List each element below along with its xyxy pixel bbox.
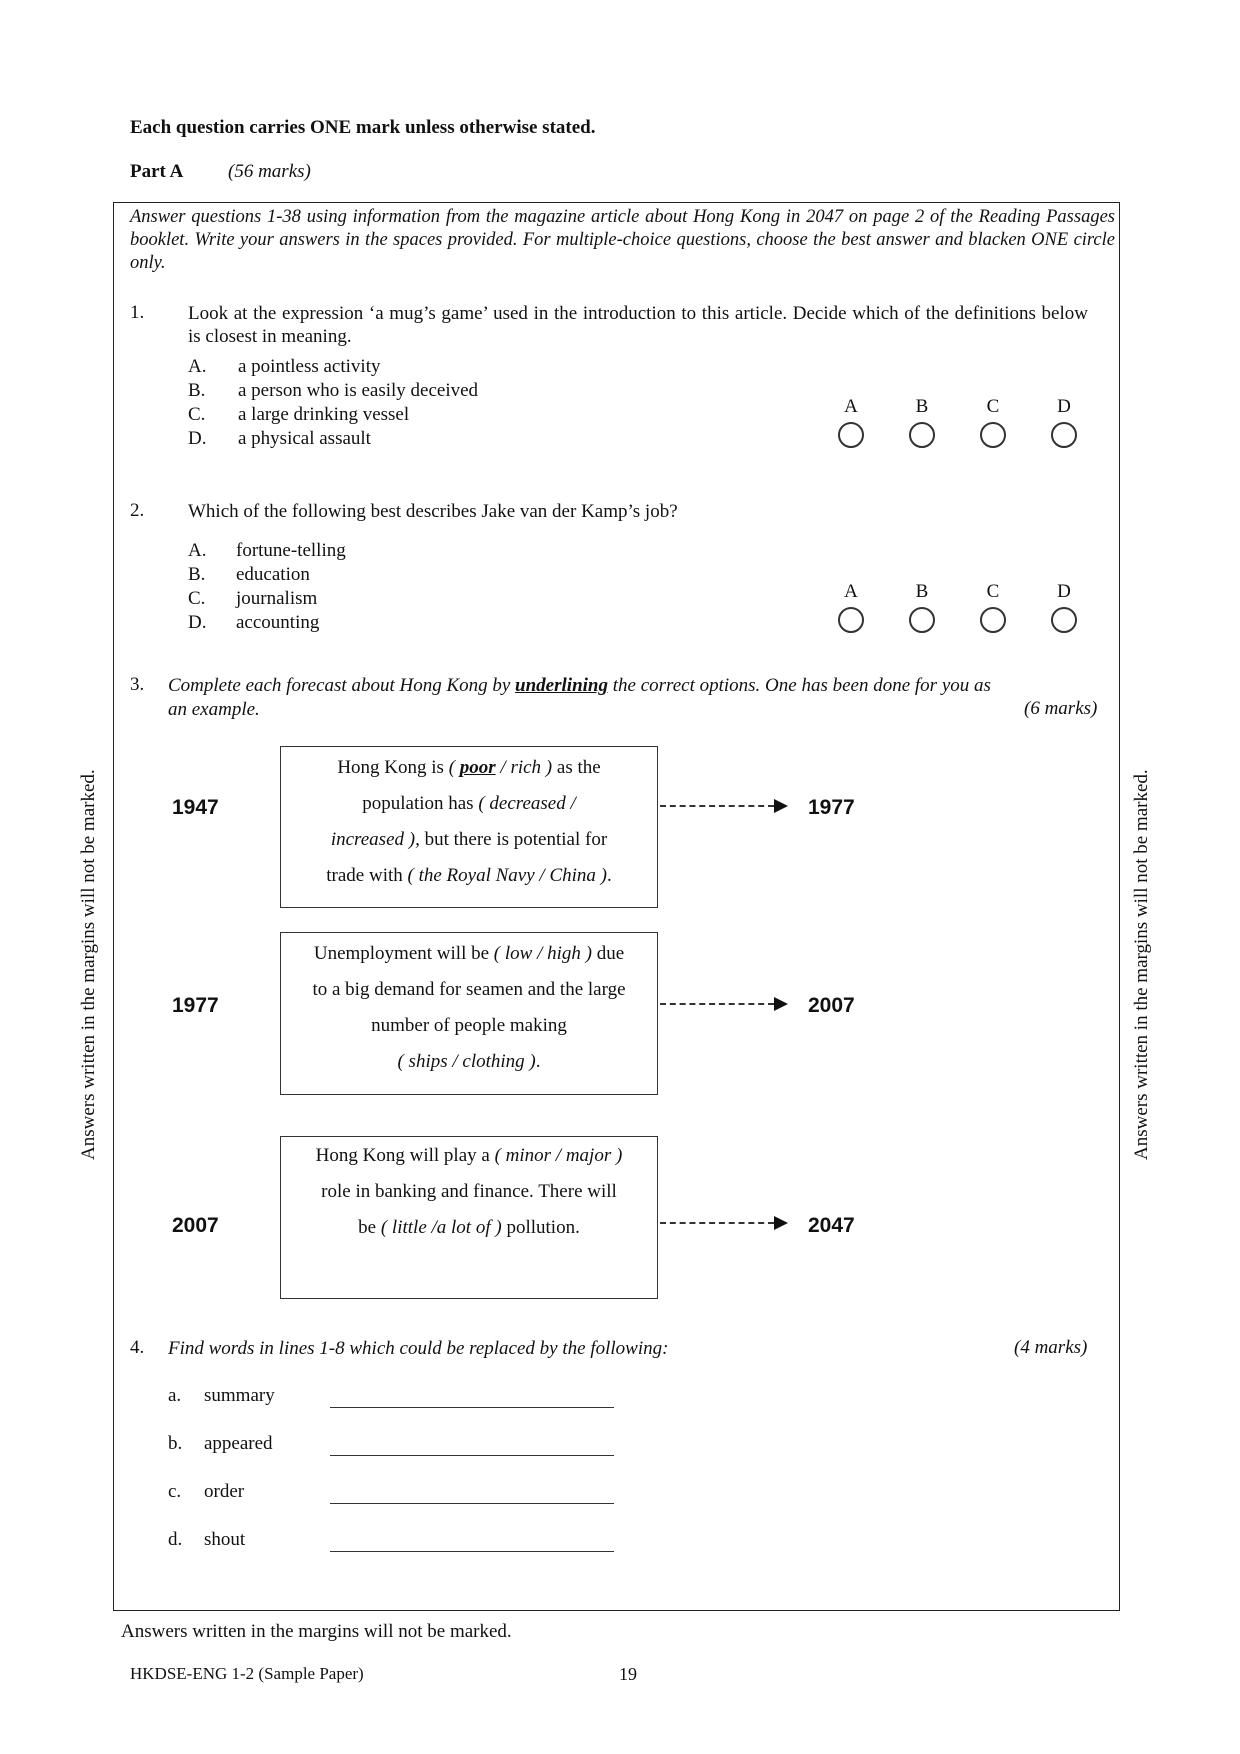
q1-option-text: a person who is easily deceived xyxy=(238,380,479,401)
forecast3-box: Hong Kong will play a ( minor / major ) role in banking and finance. There will be ( little /a lot of ) pollution. xyxy=(280,1136,658,1299)
q2-option-letter: C. xyxy=(188,588,206,609)
q1-option-letter: B. xyxy=(188,380,206,401)
forecast2-to-year: 2007 xyxy=(808,994,855,1017)
q4-answer-line-a[interactable] xyxy=(330,1407,614,1408)
q2-bubble-label-a: A xyxy=(844,581,858,602)
q2-option-text: journalism xyxy=(236,588,318,609)
q2-option-letter: B. xyxy=(188,564,206,585)
q2-answer-bubble-a[interactable] xyxy=(838,607,864,633)
q4-marks: (4 marks) xyxy=(1014,1337,1088,1358)
forecast3-from-year: 2007 xyxy=(172,1214,219,1237)
q4-number: 4. xyxy=(130,1337,145,1358)
forecast1-box: Hong Kong is ( poor / rich ) as the population has ( decreased / increased ), but there is potential for trade with ( the Royal Navy / China ). xyxy=(280,746,658,908)
q4-item-word: appeared xyxy=(204,1433,273,1454)
example-underlined-answer: poor xyxy=(459,757,496,778)
q2-answer-bubble-c[interactable] xyxy=(980,607,1006,633)
forecast1-option2-cont[interactable]: increased ), xyxy=(330,829,420,850)
q2-text: Which of the following best describes Jake van der Kamp’s job? xyxy=(188,501,678,522)
q4-answer-line-b[interactable] xyxy=(330,1455,614,1456)
q1-answer-bubble-c[interactable] xyxy=(980,422,1006,448)
q1-option-letter: D. xyxy=(188,428,207,449)
q4-item-word: summary xyxy=(204,1385,275,1406)
forecast2-option2[interactable]: ( ships / clothing ) xyxy=(397,1051,536,1072)
q4-item-letter: c. xyxy=(168,1481,182,1502)
q1-bubble-label-c: C xyxy=(986,396,1000,417)
forecast1-from-year: 1947 xyxy=(172,796,219,819)
q1-option-letter: C. xyxy=(188,404,206,425)
q2-answer-bubble-d[interactable] xyxy=(1051,607,1077,633)
forecast1-to-year: 1977 xyxy=(808,796,855,819)
right-margin-note: Answers written in the margins will not be marked. xyxy=(1131,769,1152,1160)
q2-bubble-label-c: C xyxy=(986,581,1000,602)
q1-option-text: a large drinking vessel xyxy=(238,404,410,425)
q4-item-word: order xyxy=(204,1481,245,1502)
forecast2-arrowhead xyxy=(774,997,788,1011)
q3-number: 3. xyxy=(130,674,145,695)
q1-number: 1. xyxy=(130,302,145,323)
q4-answer-line-c[interactable] xyxy=(330,1503,614,1504)
forecast1-option2[interactable]: ( decreased / xyxy=(478,793,576,814)
q4-item-letter: b. xyxy=(168,1433,183,1454)
q1-option-text: a physical assault xyxy=(238,428,371,449)
forecast1-arrow-line xyxy=(660,805,774,807)
q3-text: Complete each forecast about Hong Kong by underlining the correct options. One has been done for you as xyxy=(168,675,991,696)
general-instruction: Each question carries ONE mark unless otherwise stated. xyxy=(130,117,596,138)
q2-option-text: education xyxy=(236,564,310,585)
section-instructions: Answer questions 1-38 using information from the magazine article about Hong Kong in 2047 on page 2 of the Reading Passages booklet. Write your answers in the spaces provided. For multiple-choice questions, choose the best answer and blacken ONE circle only. xyxy=(130,207,1115,273)
q2-bubble-label-d: D xyxy=(1057,581,1071,602)
q2-option-letter: D. xyxy=(188,612,207,633)
q4-item-letter: a. xyxy=(168,1385,182,1406)
q4-answer-line-d[interactable] xyxy=(330,1551,614,1552)
q1-answer-bubble-a[interactable] xyxy=(838,422,864,448)
q1-option-text: a pointless activity xyxy=(238,356,381,377)
forecast3-arrow-line xyxy=(660,1222,774,1224)
q3-text-line2: an example. xyxy=(168,699,260,720)
forecast2-option1[interactable]: ( low / high ) xyxy=(493,943,592,964)
forecast3-to-year: 2047 xyxy=(808,1214,855,1237)
q1-option-letter: A. xyxy=(188,356,207,377)
forecast3-option2[interactable]: ( little /a lot of ) xyxy=(380,1217,502,1238)
q4-item-letter: d. xyxy=(168,1529,183,1550)
forecast2-arrow-line xyxy=(660,1003,774,1005)
forecast1-option3[interactable]: ( the Royal Navy / China ) xyxy=(407,865,607,886)
forecast3-arrowhead xyxy=(774,1216,788,1230)
q1-answer-bubble-d[interactable] xyxy=(1051,422,1077,448)
paper-code: HKDSE-ENG 1-2 (Sample Paper) xyxy=(130,1664,364,1683)
q2-option-text: accounting xyxy=(236,612,320,633)
forecast1-option1[interactable]: ( poor / rich ) xyxy=(448,757,553,778)
q3-emphasis: underlining xyxy=(515,675,608,696)
q4-item-word: shout xyxy=(204,1529,246,1550)
left-margin-note: Answers written in the margins will not be marked. xyxy=(78,769,99,1160)
forecast2-box: Unemployment will be ( low / high ) due to a big demand for seamen and the large number of people making ( ships / clothing ). xyxy=(280,932,658,1095)
forecast3-option1[interactable]: ( minor / major ) xyxy=(494,1145,623,1166)
q2-answer-bubble-b[interactable] xyxy=(909,607,935,633)
q1-bubble-label-b: B xyxy=(915,396,929,417)
q2-number: 2. xyxy=(130,500,145,521)
q1-bubble-label-d: D xyxy=(1057,396,1071,417)
q2-option-letter: A. xyxy=(188,540,207,561)
forecast2-from-year: 1977 xyxy=(172,994,219,1017)
q3-marks: (6 marks) xyxy=(1024,698,1098,719)
q1-bubble-label-a: A xyxy=(844,396,858,417)
q2-bubble-label-b: B xyxy=(915,581,929,602)
q2-option-text: fortune-telling xyxy=(236,540,346,561)
q1-text: Look at the expression ‘a mug’s game’ used in the introduction to this article. Decide which of the definitions below is closest in meaning. xyxy=(188,303,1088,347)
q4-text: Find words in lines 1-8 which could be replaced by the following: xyxy=(168,1338,669,1359)
q1-answer-bubble-b[interactable] xyxy=(909,422,935,448)
bottom-margin-note: Answers written in the margins will not be marked. xyxy=(121,1621,512,1642)
forecast1-arrowhead xyxy=(774,799,788,813)
part-label: Part A xyxy=(130,161,184,182)
page-number: 19 xyxy=(619,1664,637,1684)
part-marks: (56 marks) xyxy=(228,161,311,182)
